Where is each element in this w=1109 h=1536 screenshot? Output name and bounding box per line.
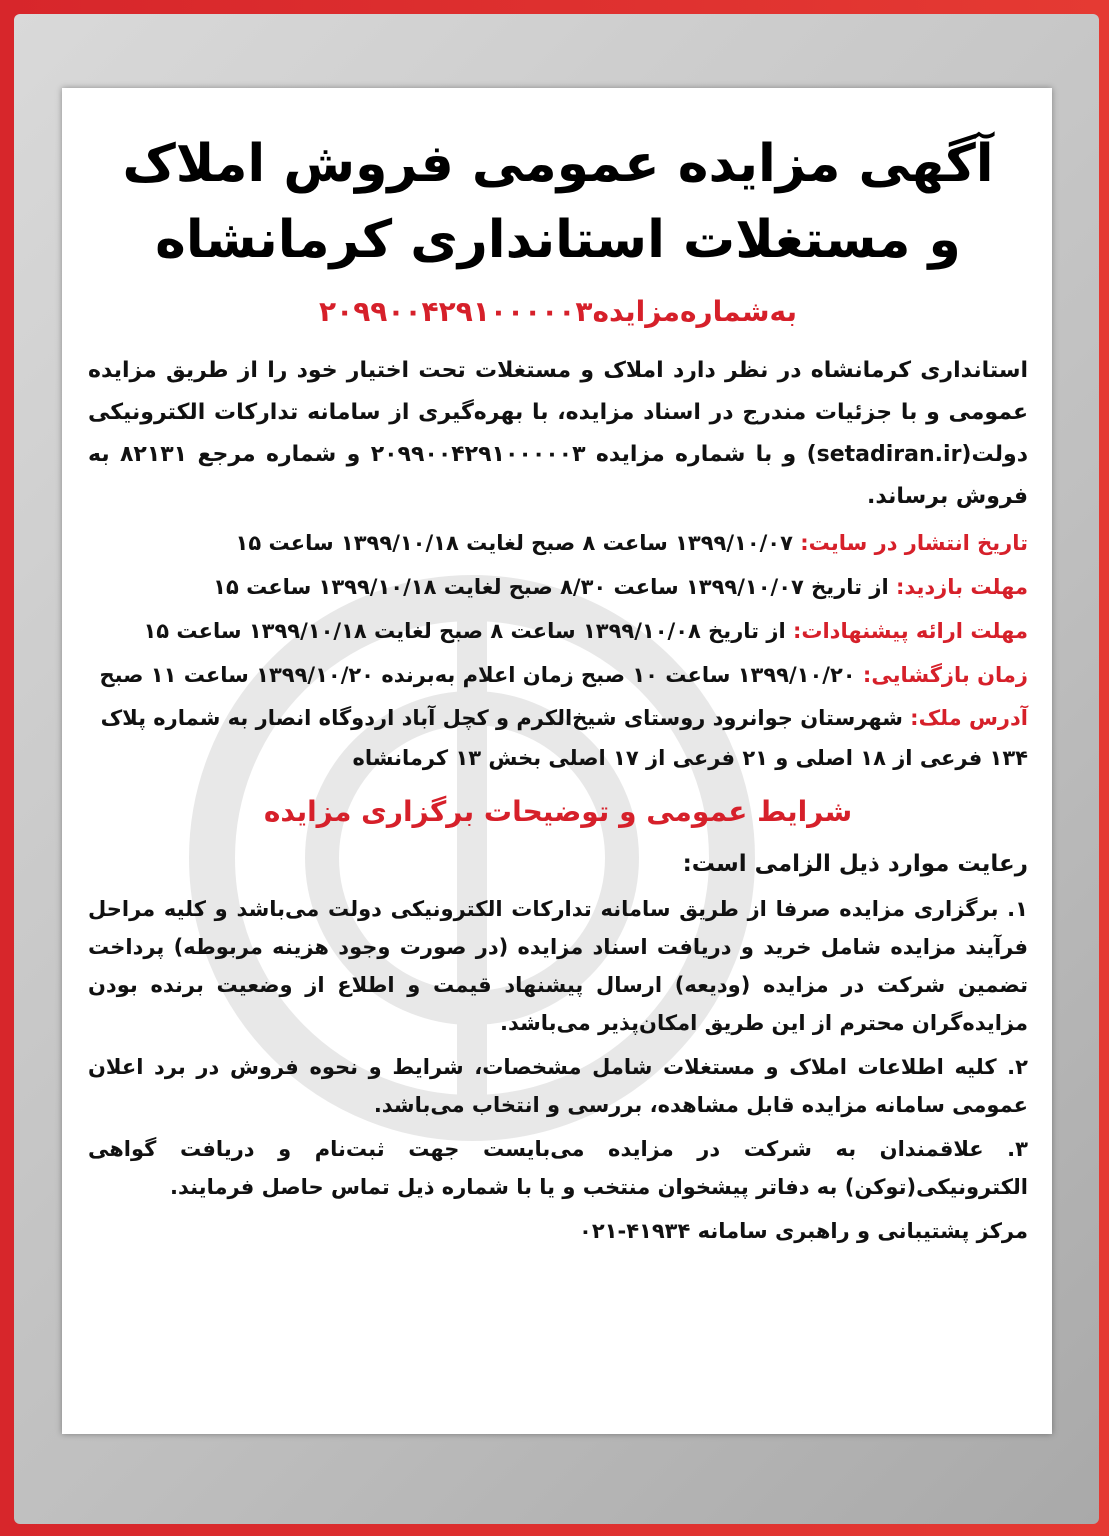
section-title: شرایط عمومی و توضیحات برگزاری مزایده [263, 795, 853, 828]
condition-item-1: ۱. برگزاری مزایده صرفا از طریق سامانه تدارکات الکترونیکی دولت می‌باشد و کلیه مراحل فرآیند مزایده شامل خرید و دریافت اسناد مزایده (در صورت وجود هزینه مربوطه) پرداخت تضمین شرکت در مزایده (ودیعه) ارسال پیشنهاد قیمت و اطلاع از وضعیت برنده بودن مزایده‌گران محترم از این طریق امکان‌پذیر می‌باشد. [88, 897, 1028, 1035]
schedule-list [88, 522, 1028, 696]
support-contact: مرکز پشتیبانی و راهبری سامانه ۴۱۹۳۴-۰۲۱ [579, 1219, 1028, 1243]
schedule-label: زمان بازگشایی: [862, 663, 1028, 687]
notice-content [88, 108, 1028, 1254]
schedule-row-publish [88, 522, 1028, 564]
condition-item-2: ۲. کلیه اطلاعات املاک و مستغلات شامل مشخصات، شرایط و نحوه فروش در برد اعلان عمومی سامانه مزایده قابل مشاهده، بررسی و انتخاب می‌باشد. [88, 1055, 1028, 1117]
schedule-value: ۱۳۹۹/۱۰/۰۷ ساعت ۸ صبح لغایت ۱۳۹۹/۱۰/۱۸ ساعت ۱۵ [235, 531, 793, 555]
schedule-label: مهلت بازدید: [895, 575, 1028, 599]
schedule-row-offers [88, 610, 1028, 652]
condition-item-3: ۳. علاقمندان به شرکت در مزایده می‌بایست جهت ثبت‌نام و دریافت گواهی الکترونیکی(توکن) به دفاتر پیشخوان منتخب و یا با شماره ذیل تماس حاصل فرمایند. [88, 1137, 1028, 1199]
auction-number: به‌شماره‌مزایده۲۰۹۹۰۰۴۲۹۱۰۰۰۰۰۳ [319, 295, 797, 328]
address-label: آدرس ملک: [910, 706, 1028, 730]
notice-sheet [62, 88, 1052, 1434]
requirements-heading: رعایت موارد ذیل الزامی است: [682, 851, 1028, 877]
title-line-1: آگهی مزایده عمومی فروش املاک [122, 134, 994, 194]
property-address [88, 698, 1028, 778]
schedule-value: از تاریخ ۱۳۹۹/۱۰/۰۸ ساعت ۸ صبح لغایت ۱۳۹۹/۱۰/۱۸ ساعت ۱۵ [143, 619, 786, 643]
title-line-2: و مستغلات استانداری کرمانشاه [155, 210, 961, 270]
schedule-label: تاریخ انتشار در سایت: [800, 531, 1028, 555]
schedule-row-opening [88, 654, 1028, 696]
schedule-value: ۱۳۹۹/۱۰/۲۰ ساعت ۱۰ صبح زمان اعلام به‌برنده ۱۳۹۹/۱۰/۲۰ ساعت ۱۱ صبح [99, 663, 856, 687]
address-value: شهرستان جوانرود روستای شیخ‌الکرم و کچل آباد اردوگاه انصار به شماره پلاک ۱۳۴ فرعی از ۱۸ اصلی و ۲۱ فرعی از ۱۷ اصلی بخش ۱۳ کرمانشاه [100, 706, 1028, 770]
intro-paragraph: استانداری کرمانشاه در نظر دارد املاک و مستغلات تحت اختیار خود را از طریق مزایده عمومی و با جزئیات مندرج در اسناد مزایده، با بهره‌گیری از سامانه تدارکات الکترونیکی دولت(setadiran.ir) و با شماره مزایده ۲۰۹۹۰۰۴۲۹۱۰۰۰۰۰۳ و شماره مرجع ۸۲۱۳۱ به فروش برساند. [88, 358, 1028, 509]
schedule-row-visit [88, 566, 1028, 608]
schedule-value: از تاریخ ۱۳۹۹/۱۰/۰۷ ساعت ۸/۳۰ صبح لغایت ۱۳۹۹/۱۰/۱۸ ساعت ۱۵ [213, 575, 889, 599]
notice-title [88, 126, 1028, 278]
schedule-label: مهلت ارائه پیشنهادات: [792, 619, 1028, 643]
